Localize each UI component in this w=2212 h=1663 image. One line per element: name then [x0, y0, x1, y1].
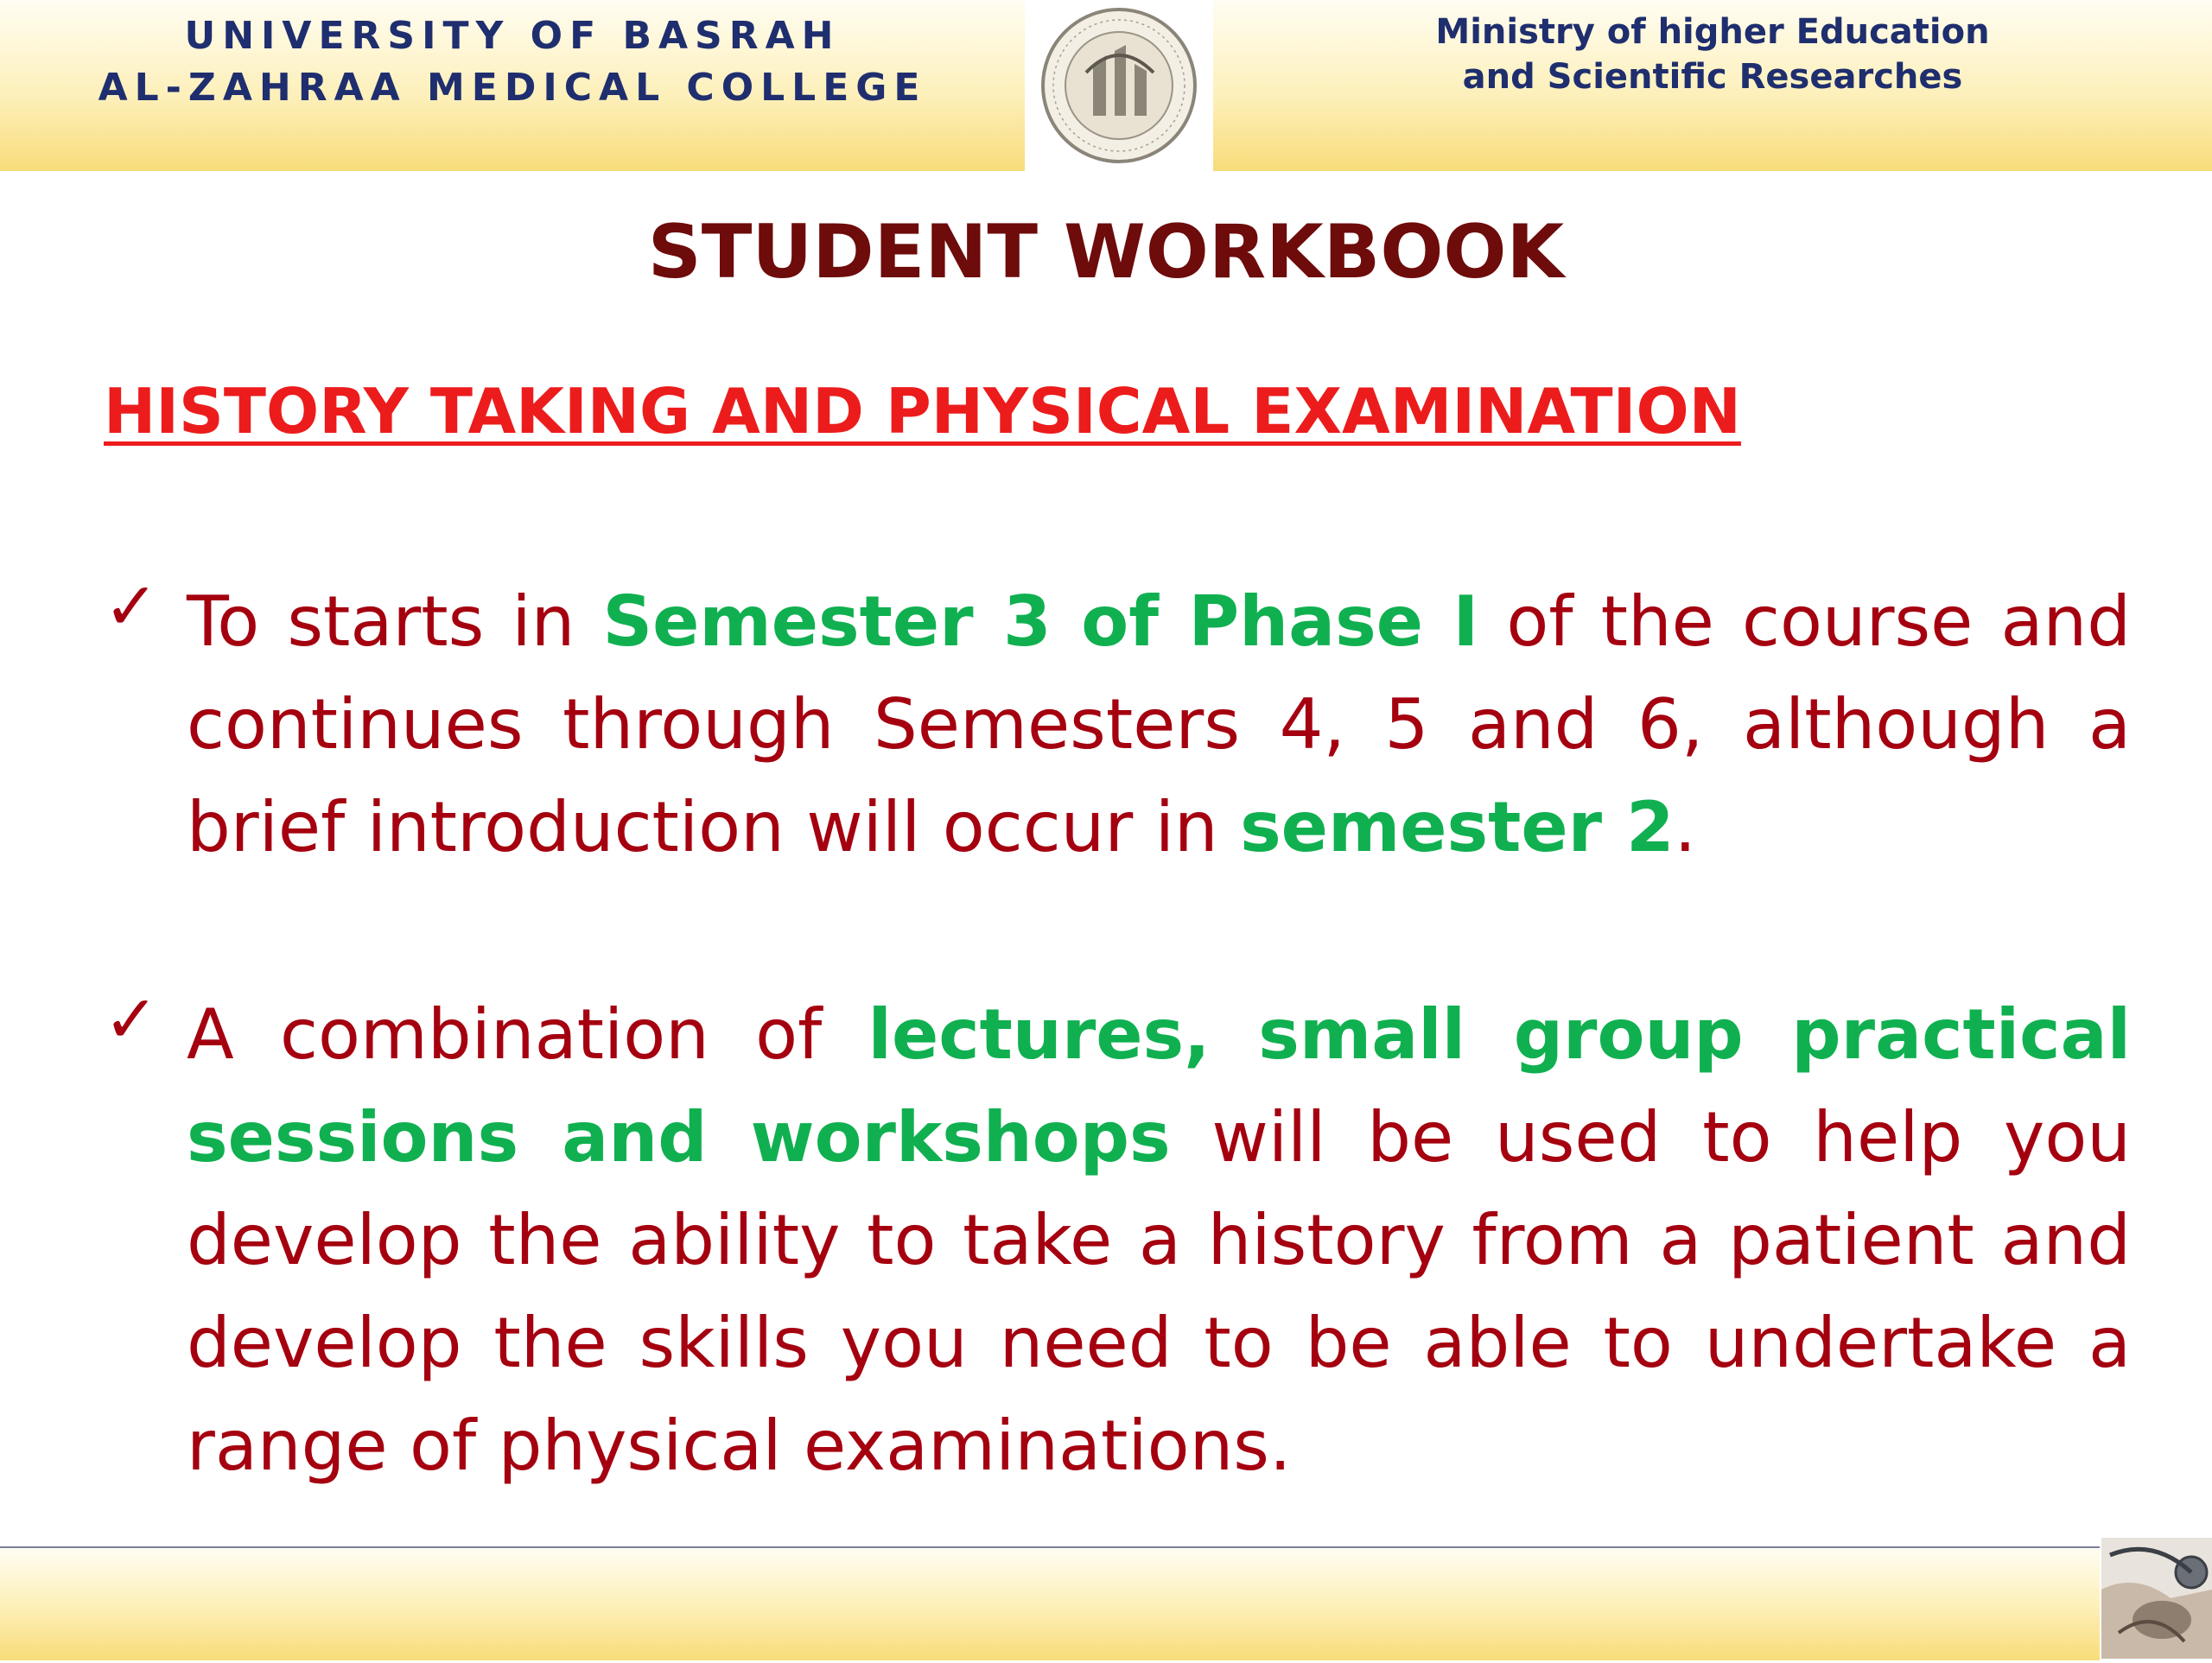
highlighted-text: Semester 3 of Phase I	[602, 581, 1479, 662]
text-segment: A combination of	[187, 994, 868, 1075]
ministry-name-line1: Ministry of higher Education	[1435, 12, 1990, 52]
seal-icon	[1033, 3, 1205, 168]
highlighted-text: lectures, small group practical sessions and workshops	[187, 994, 2131, 1177]
college-name: AL-ZAHRAA MEDICAL COLLEGE	[98, 66, 927, 110]
footer-band	[0, 1546, 2100, 1660]
bullet-text-2	[187, 983, 2131, 1497]
stethoscope-image	[2101, 1538, 2212, 1659]
page-title: STUDENT WORKBOOK	[647, 209, 1565, 295]
checkmark-icon: ✓	[104, 981, 159, 1057]
bullet-item-2	[104, 983, 2131, 1497]
bullet-item-1	[104, 570, 2131, 879]
section-subtitle: HISTORY TAKING AND PHYSICAL EXAMINATION	[104, 375, 1741, 447]
header-banner	[0, 0, 2212, 171]
ministry-name-line2: and Scientific Researches	[1462, 57, 1963, 97]
text-segment: will be used to help you develop the ability to take a history from a patient and develop the skills you need to be able to undertake a range of physical examinations.	[187, 1097, 2131, 1486]
text-segment: .	[1674, 787, 1697, 867]
checkmark-icon: ✓	[104, 568, 159, 644]
text-segment: of the course and continues through Semesters 4, 5 and 6, although a brief introduction will occur in	[187, 581, 2131, 867]
text-segment: To starts in	[187, 581, 603, 662]
college-seal-logo	[1025, 0, 1213, 171]
bullet-text-1	[187, 570, 2131, 879]
university-name: UNIVERSITY OF BASRAH	[184, 14, 841, 58]
highlighted-text: semester 2	[1240, 787, 1675, 867]
stethoscope-hand-icon	[2101, 1538, 2212, 1659]
